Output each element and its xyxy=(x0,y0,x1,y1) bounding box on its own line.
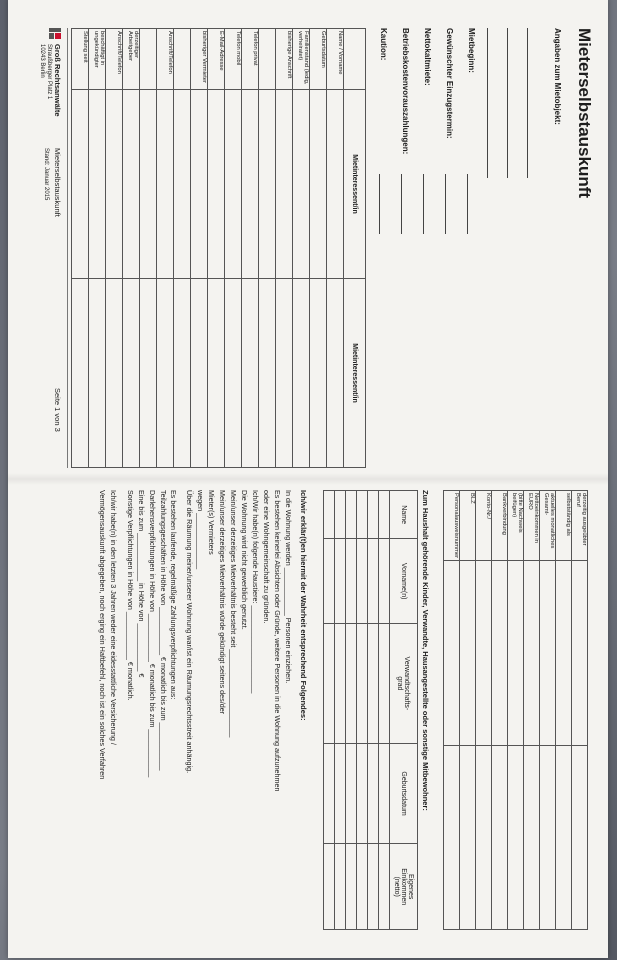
row-label: derzeitig ausgeübter Beruf xyxy=(572,491,588,561)
income-table xyxy=(443,490,588,930)
field-line-1 xyxy=(467,174,468,234)
household-row xyxy=(357,491,368,930)
table-corner xyxy=(344,29,366,90)
declaration-line: Ich/Wir habe(n) folgende Haustiere: ______________________ xyxy=(251,490,260,694)
applicant-2-cell[interactable] xyxy=(540,745,556,929)
object-line-2 xyxy=(507,28,508,178)
household-row xyxy=(368,491,379,930)
table-row xyxy=(106,29,123,468)
row-label: Telefon mobil xyxy=(225,29,242,90)
applicant-1-cell[interactable] xyxy=(540,561,556,745)
household-col-geburtsdatum: Geburtsdatum xyxy=(390,743,418,844)
applicant-2-cell[interactable] xyxy=(508,745,524,929)
declaration-line: Es bestehen keinerlei Absichten oder Gründe, weitere Personen in die Wohnung aufzunehmen xyxy=(273,490,282,792)
household-cell[interactable] xyxy=(368,743,379,844)
applicant-2-cell[interactable] xyxy=(242,279,259,468)
field-list xyxy=(366,28,476,228)
table-row xyxy=(444,491,460,930)
declaration-line: Mein/unser derzeitiges Mietverhältnis würde gekündigt seitens des/der xyxy=(218,490,227,715)
household-cell[interactable] xyxy=(379,539,390,624)
row-label: Anschrift/Telefon xyxy=(106,29,123,90)
applicant-2-cell[interactable] xyxy=(191,279,208,468)
household-col-einkommen: Eigenes Einkommen (netto) xyxy=(390,844,418,930)
paper-fold xyxy=(8,473,608,485)
applicant-2-cell[interactable] xyxy=(259,279,276,468)
table-row xyxy=(140,29,157,468)
table-row xyxy=(524,491,540,930)
applicant-1-cell[interactable] xyxy=(123,90,140,279)
row-label xyxy=(140,29,157,90)
col-applicant-2: Mietinteressent/in xyxy=(344,279,366,468)
household-col-grad: Verwandtschafts- grad xyxy=(390,624,418,744)
table-row xyxy=(208,29,225,468)
applicant-1-cell[interactable] xyxy=(106,90,123,279)
household-cell[interactable] xyxy=(335,743,346,844)
footer-status: Stand: Januar 2015 xyxy=(43,148,49,201)
applicant-2-cell[interactable] xyxy=(276,279,293,468)
row-label xyxy=(174,29,191,90)
table-row xyxy=(310,29,327,468)
row-label: BLZ xyxy=(460,491,476,561)
declaration-line: Über die Räumung meiner/unserer Wohnung war/ist ein Räumungsrechtsstreit anhängig. xyxy=(185,490,194,774)
household-cell[interactable] xyxy=(368,491,379,539)
object-line-1 xyxy=(527,28,528,178)
applicant-2-cell[interactable] xyxy=(72,279,89,468)
field-einzugstermin: Gewünschter Einzugstermin: xyxy=(445,28,454,139)
table-row xyxy=(72,29,89,468)
household-cell[interactable] xyxy=(379,844,390,930)
declaration-lines xyxy=(184,490,294,945)
declaration-line: Mein/unser derzeitiges Mietverhältnis besteht seit ______________________ xyxy=(229,490,238,738)
household-cell[interactable] xyxy=(357,743,368,844)
household-cell[interactable] xyxy=(379,743,390,844)
applicant-1-cell[interactable] xyxy=(72,90,89,279)
row-label: (bitte Nachweis beifügen) xyxy=(508,491,524,561)
footer xyxy=(39,28,68,468)
row-label: Konto-Nr./ xyxy=(476,491,492,561)
declaration-line: wegen ______________ xyxy=(196,490,205,570)
table-row xyxy=(89,29,106,468)
household-cell[interactable] xyxy=(335,624,346,744)
household-col-vorname: Vorname(n) xyxy=(390,539,418,624)
applicant-2-cell[interactable] xyxy=(174,279,191,468)
household-cell[interactable] xyxy=(346,624,357,744)
applicant-table xyxy=(71,28,366,468)
household-cell[interactable] xyxy=(335,539,346,624)
household-cell[interactable] xyxy=(324,624,335,744)
declaration-block xyxy=(97,490,308,945)
household-cell[interactable] xyxy=(357,624,368,744)
household-cell[interactable] xyxy=(357,539,368,624)
row-label: Familienstand (ledig, verheiratet) xyxy=(293,29,310,90)
row-label: beschäftigt in ungekündigter xyxy=(89,29,106,90)
applicant-1-cell[interactable] xyxy=(89,90,106,279)
applicant-1-cell[interactable] xyxy=(444,561,460,745)
household-cell[interactable] xyxy=(324,743,335,844)
applicant-1-cell[interactable] xyxy=(140,90,157,279)
household-cell[interactable] xyxy=(346,491,357,539)
household-cell[interactable] xyxy=(357,491,368,539)
footer-page: Seite 1 von 3 xyxy=(53,388,62,432)
household-cell[interactable] xyxy=(346,539,357,624)
applicant-2-cell[interactable] xyxy=(293,279,310,468)
field-line-4 xyxy=(401,174,402,234)
household-cell[interactable] xyxy=(379,624,390,744)
footer-org: Groß Rechtsanwälte xyxy=(53,44,62,117)
table-row xyxy=(293,29,310,468)
household-cell[interactable] xyxy=(335,491,346,539)
field-line-2 xyxy=(445,174,446,234)
row-label xyxy=(259,29,276,90)
applicant-1-cell[interactable] xyxy=(327,90,344,279)
table-row xyxy=(460,491,476,930)
household-cell[interactable] xyxy=(324,539,335,624)
field-kaution: Kaution: xyxy=(379,28,388,61)
table-row xyxy=(123,29,140,468)
table-row xyxy=(492,491,508,930)
household-cell[interactable] xyxy=(368,844,379,930)
applicant-2-cell[interactable] xyxy=(572,745,588,929)
payment-lines xyxy=(125,490,169,945)
payment-line: Darlehensverpflichtungen in Höhe von ____________ € monatlich bis zum ____________ xyxy=(148,490,157,778)
table-row xyxy=(174,29,191,468)
household-cell[interactable] xyxy=(324,491,335,539)
household-cell[interactable] xyxy=(346,743,357,844)
footer-doc: Mieterselbstauskunft xyxy=(53,148,62,217)
applicant-2-cell[interactable] xyxy=(157,279,174,468)
field-line-5 xyxy=(379,174,380,234)
row-label: Anschrift/Telefon xyxy=(157,29,174,90)
row-label: Stellung seit xyxy=(72,29,89,90)
applicant-2-cell[interactable] xyxy=(310,279,327,468)
household-heading: Zum Haushalt gehörende Kinder, Verwandte, Hausangestellte oder sonstige Mitbewohner: xyxy=(421,490,430,811)
applicant-2-cell[interactable] xyxy=(123,279,140,468)
table-row xyxy=(259,29,276,468)
declaration-line: In die Wohnung werden ____________ Personen einziehen. xyxy=(284,490,293,684)
applicant-1-cell[interactable] xyxy=(225,90,242,279)
closing-line: Vermögensauskunft abgegeben, noch erging ein Haftbefehl, noch ist ein solches Verfahren xyxy=(98,490,107,780)
household-row xyxy=(335,491,346,930)
applicant-2-cell[interactable] xyxy=(89,279,106,468)
document-page xyxy=(8,0,608,958)
declaration-heading: Ich/wir erklär(t)en hiermit der Wahrheit entsprechend Folgendes: xyxy=(299,490,308,721)
table-row xyxy=(276,29,293,468)
table-row xyxy=(556,491,572,930)
applicant-2-cell[interactable] xyxy=(476,745,492,929)
applicant-1-cell[interactable] xyxy=(476,561,492,745)
applicant-1-cell[interactable] xyxy=(157,90,174,279)
payment-line: Eine bis zum ____________ in Höhe von ____________ € xyxy=(137,490,146,678)
household-row xyxy=(346,491,357,930)
household-table xyxy=(323,490,418,930)
household-cell[interactable] xyxy=(379,491,390,539)
table-row xyxy=(225,29,242,468)
closing-line: Ich/wir habe(n) in den letzten 3 Jahren weder eine eidesstattliche Versicherung / xyxy=(109,490,118,745)
household-cell[interactable] xyxy=(357,844,368,930)
row-label: Geburtsdatum xyxy=(310,29,327,90)
applicant-1-cell[interactable] xyxy=(208,90,225,279)
row-label: Personalausweisnummer xyxy=(444,491,460,561)
row-label: Bankverbindung xyxy=(492,491,508,561)
applicant-1-cell[interactable] xyxy=(174,90,191,279)
applicant-1-cell[interactable] xyxy=(524,561,540,745)
declaration-line: Mieter(s) Vermieters xyxy=(207,490,216,555)
field-betriebskosten: Betriebskostenvorauszahlungen: xyxy=(401,28,410,155)
row-label: Nettoeinkommen in EURO xyxy=(524,491,540,561)
household-row xyxy=(324,491,335,930)
applicant-1-cell[interactable] xyxy=(276,90,293,279)
applicant-1-cell[interactable] xyxy=(242,90,259,279)
applicant-2-cell[interactable] xyxy=(524,745,540,929)
row-label: Name / Vorname xyxy=(327,29,344,90)
applicant-2-cell[interactable] xyxy=(460,745,476,929)
applicant-2-cell[interactable] xyxy=(327,279,344,468)
field-line-3 xyxy=(423,174,424,234)
applicant-2-cell[interactable] xyxy=(106,279,123,468)
row-label: bisheriger Vermieter xyxy=(191,29,208,90)
closing-lines xyxy=(97,490,119,945)
applicant-2-cell[interactable] xyxy=(140,279,157,468)
document-title: Mieterselbstauskunft xyxy=(575,28,594,199)
household-cell[interactable] xyxy=(346,844,357,930)
table-row xyxy=(327,29,344,468)
table-row xyxy=(540,491,556,930)
household-row xyxy=(379,491,390,930)
household-cell[interactable] xyxy=(368,539,379,624)
applicant-1-cell[interactable] xyxy=(293,90,310,279)
field-nettokaltmiete: Nettokaltmiete: xyxy=(423,28,432,86)
row-label: E-Mail-Adresse xyxy=(208,29,225,90)
applicant-2-cell[interactable] xyxy=(492,745,508,929)
declaration-line: oder eine Wohngemeinschaft zu gründen. xyxy=(262,490,271,624)
row-label: aktuelles monatliches Gesamt- xyxy=(540,491,556,561)
firm-logo xyxy=(49,28,61,39)
table-row xyxy=(157,29,174,468)
household-cell[interactable] xyxy=(324,844,335,930)
applicant-1-cell[interactable] xyxy=(191,90,208,279)
applicant-2-cell[interactable] xyxy=(208,279,225,468)
applicant-1-cell[interactable] xyxy=(572,561,588,745)
payment-line: Teilzahlungsgeschäften in Höhe von ____________ € monatlich bis zum ____________ xyxy=(159,490,168,771)
applicant-1-cell[interactable] xyxy=(508,561,524,745)
table-row xyxy=(242,29,259,468)
row-label: Telefon privat xyxy=(242,29,259,90)
applicant-1-cell[interactable] xyxy=(310,90,327,279)
table-row xyxy=(191,29,208,468)
field-mietbeginn: Mietbeginn: xyxy=(467,28,476,73)
col-applicant-1: Mietinteressent/in xyxy=(344,90,366,279)
row-label: bisherige Anschrift xyxy=(276,29,293,90)
footer-address-1: Straußberger Platz 1 xyxy=(46,44,52,100)
declaration-line: Die Wohnung wird nicht gewerblich genutzt. xyxy=(240,490,249,630)
household-cell[interactable] xyxy=(335,844,346,930)
applicant-1-cell[interactable] xyxy=(259,90,276,279)
row-label: derzeitiger Arbeitgeber xyxy=(123,29,140,90)
applicant-1-cell[interactable] xyxy=(492,561,508,745)
object-heading: Angaben zum Mietobjekt: xyxy=(553,28,562,125)
household-cell[interactable] xyxy=(368,624,379,744)
applicant-2-cell[interactable] xyxy=(444,745,460,929)
table-row xyxy=(572,491,588,930)
household-col-name: Name xyxy=(390,491,418,539)
applicant-2-cell[interactable] xyxy=(225,279,242,468)
payment-line: Sonstige Verpflichtungen in Höhe von ____________ € monatlich. xyxy=(126,490,135,701)
row-label: selbstständig als xyxy=(556,491,572,561)
table-row xyxy=(508,491,524,930)
object-line-3 xyxy=(487,28,488,178)
footer-address-2: 10243 Berlin xyxy=(39,44,45,78)
table-row xyxy=(476,491,492,930)
applicant-1-cell[interactable] xyxy=(556,561,572,745)
payments-heading: Es bestehen laufende, regelmäßige Zahlungsverpflichtungen aus: xyxy=(169,490,178,700)
applicant-2-cell[interactable] xyxy=(556,745,572,929)
applicant-1-cell[interactable] xyxy=(460,561,476,745)
